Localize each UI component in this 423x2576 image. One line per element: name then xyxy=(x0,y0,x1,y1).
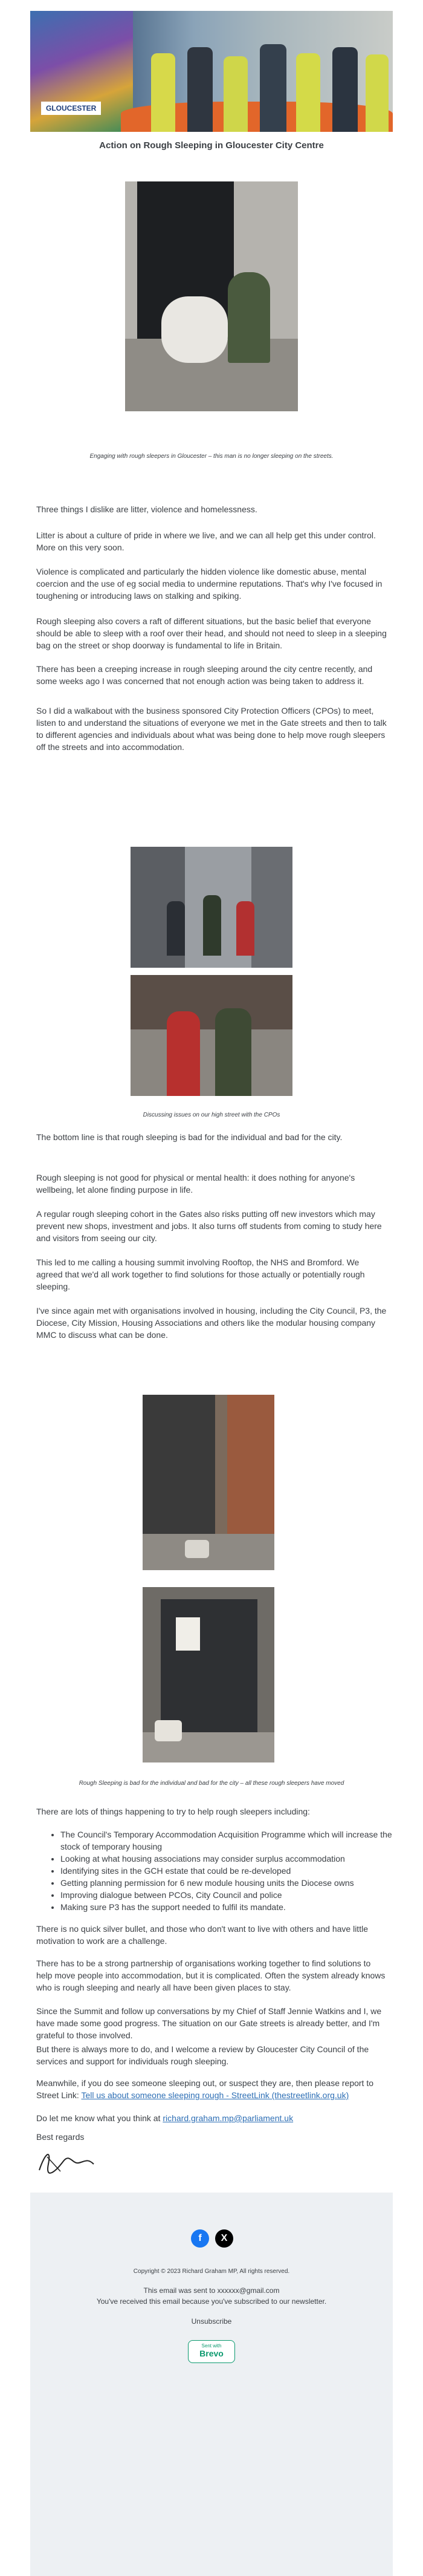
paragraph: Since the Summit and follow up conversations by my Chief of Staff Jennie Watkins and I, we have made some good progress. The situation on our Gate streets is already better, and I'm grateful to those involved. xyxy=(36,2006,382,2040)
paragraph xyxy=(36,2112,387,2124)
paragraph xyxy=(36,2077,387,2101)
paragraph: There has been a creeping increase in rough sleeping around the city centre recently, and some weeks ago I was concerned that not enough action was being taken to address it. xyxy=(36,664,373,686)
x-twitter-icon[interactable]: X xyxy=(215,2229,233,2248)
photo-caption: Discussing issues on our high street with the CPOs xyxy=(143,1112,280,1118)
list-item: • Looking at what housing associations may consider surplus accommodation xyxy=(60,1853,411,1865)
person-figure xyxy=(366,54,389,132)
streetlink-text: Meanwhile, if you do see someone sleeping out, or suspect they are, then please report to Street Link: xyxy=(36,2078,374,2100)
person-figure xyxy=(151,53,175,132)
paragraph: The bottom line is that rough sleeping is bad for the individual and bad for the city. xyxy=(36,1132,343,1142)
facebook-icon[interactable]: f xyxy=(191,2229,209,2248)
shop-doorway-photo xyxy=(143,1395,274,1570)
paragraph: There has to be a strong partnership of organisations working together to find solutions to help move people into accommodation, but it is complicated. Often the system already knows who is rough sleeping and nearly all have been given places to stay. xyxy=(36,1958,386,1992)
banner-sign: GLOUCESTER xyxy=(41,102,101,115)
paragraph: This led to me calling a housing summit involving Rooftop, the NHS and Bromford. We agreed that we'd all work together to find solutions for those actually or potentially rough sleeping. xyxy=(36,1257,365,1291)
footer xyxy=(30,2193,393,2576)
rough-sleeper-photo xyxy=(125,181,298,411)
header-banner-image xyxy=(30,11,393,132)
list-item: • The Council's Temporary Accommodation Acquisition Programme which will increase the stock of temporary housing xyxy=(60,1828,411,1853)
photo-caption: Rough Sleeping is bad for the individual and bad for the city – all these rough sleepers have moved xyxy=(79,1780,344,1787)
signature-image xyxy=(36,2146,103,2176)
list-item: • Improving dialogue between PCOs, City Council and police xyxy=(60,1889,411,1901)
copyright-text: Copyright © 2023 Richard Graham MP, All rights reserved. xyxy=(133,2268,290,2275)
list-item: • Identifying sites in the GCH estate that could be re-developed xyxy=(60,1865,411,1877)
email-link[interactable]: richard.graham.mp@parliament.uk xyxy=(163,2113,294,2123)
list-item: • Getting planning permission for 6 new module housing units the Diocese owns xyxy=(60,1877,411,1889)
paragraph: Violence is complicated and particularly the hidden violence like domestic abuse, mental coercion and the use of eg social media to undermine reputations. That's why I've focused in toughening or introducing laws on stalking and spiking. xyxy=(36,567,383,601)
brevo-badge[interactable] xyxy=(188,2340,235,2363)
contact-text: Do let me know what you think at xyxy=(36,2113,163,2123)
streetlink-link[interactable]: Tell us about someone sleeping rough - StreetLink (thestreetlink.org.uk) xyxy=(81,2090,349,2100)
unsubscribe-link[interactable]: Unsubscribe xyxy=(191,2317,232,2326)
person-figure xyxy=(224,56,248,132)
newsletter-title: Action on Rough Sleeping in Gloucester City Centre xyxy=(99,140,324,151)
paragraph: Rough sleeping is not good for physical or mental health: it does nothing for anyone's wellbeing, let alone finding purpose in life. xyxy=(36,1173,355,1195)
person-figure xyxy=(332,47,358,132)
cpo-discussion-photo xyxy=(131,975,292,1096)
sent-to-text: This email was sent to xxxxxx@gmail.com xyxy=(143,2286,280,2295)
reason-text: You've received this email because you've subscribed to our newsletter. xyxy=(96,2297,327,2306)
help-list xyxy=(36,1828,411,1913)
paragraph: Three things I dislike are litter, violence and homelessness. xyxy=(36,504,257,514)
photo-caption: Engaging with rough sleepers in Gloucester – this man is no longer sleeping on the streets. xyxy=(89,453,334,460)
paragraph: So I did a walkabout with the business sponsored City Protection Officers (CPOs) to meet, listen to and understand the situations of everyone we met in the Gate streets and then to talk to different agencies and individuals about what was being done to help move rough sleepers off the streets and into accommodation. xyxy=(36,706,387,752)
person-figure xyxy=(260,44,286,132)
paragraph: There is no quick silver bullet, and those who don't want to live with others and have little motivation to work are a challenge. xyxy=(36,1924,368,1946)
paragraph: Litter is about a culture of pride in where we live, and we can all help get this under control. More on this very soon. xyxy=(36,530,376,552)
paragraph: Rough sleeping also covers a raft of different situations, but the basic belief that everyone should be able to sleep with a roof over their head, and should not need to sleep in a sleeping bag on the street or shop doorway is fundamental to life in Britain. xyxy=(36,616,387,650)
list-item: • Making sure P3 has the support needed to fulfil its mandate. xyxy=(60,1901,411,1913)
paragraph: Best regards xyxy=(36,2132,85,2142)
paragraph: I've since again met with organisations involved in housing, including the City Council, P3, the Diocese, City Mission, Housing Associations and others like the modular housing company MMC to discuss what can be done. xyxy=(36,1306,387,1340)
brevo-logo: Brevo xyxy=(199,2349,224,2358)
paragraph: A regular rough sleeping cohort in the Gates also risks putting off new investors which may prevent new shops, investment and jobs. It also turns off students from coming to study here and visitors from seeing our city. xyxy=(36,1209,382,1243)
person-figure xyxy=(187,47,213,132)
brevo-sent-label: Sent with xyxy=(201,2343,222,2349)
empty-doorway-photo xyxy=(143,1587,274,1762)
paragraph: But there is always more to do, and I welcome a review by Gloucester City Council of the services and support for individuals rough sleeping. xyxy=(36,2044,369,2066)
walkabout-photo xyxy=(131,847,292,968)
person-figure xyxy=(296,53,320,132)
paragraph: There are lots of things happening to try to help rough sleepers including: xyxy=(36,1807,310,1816)
